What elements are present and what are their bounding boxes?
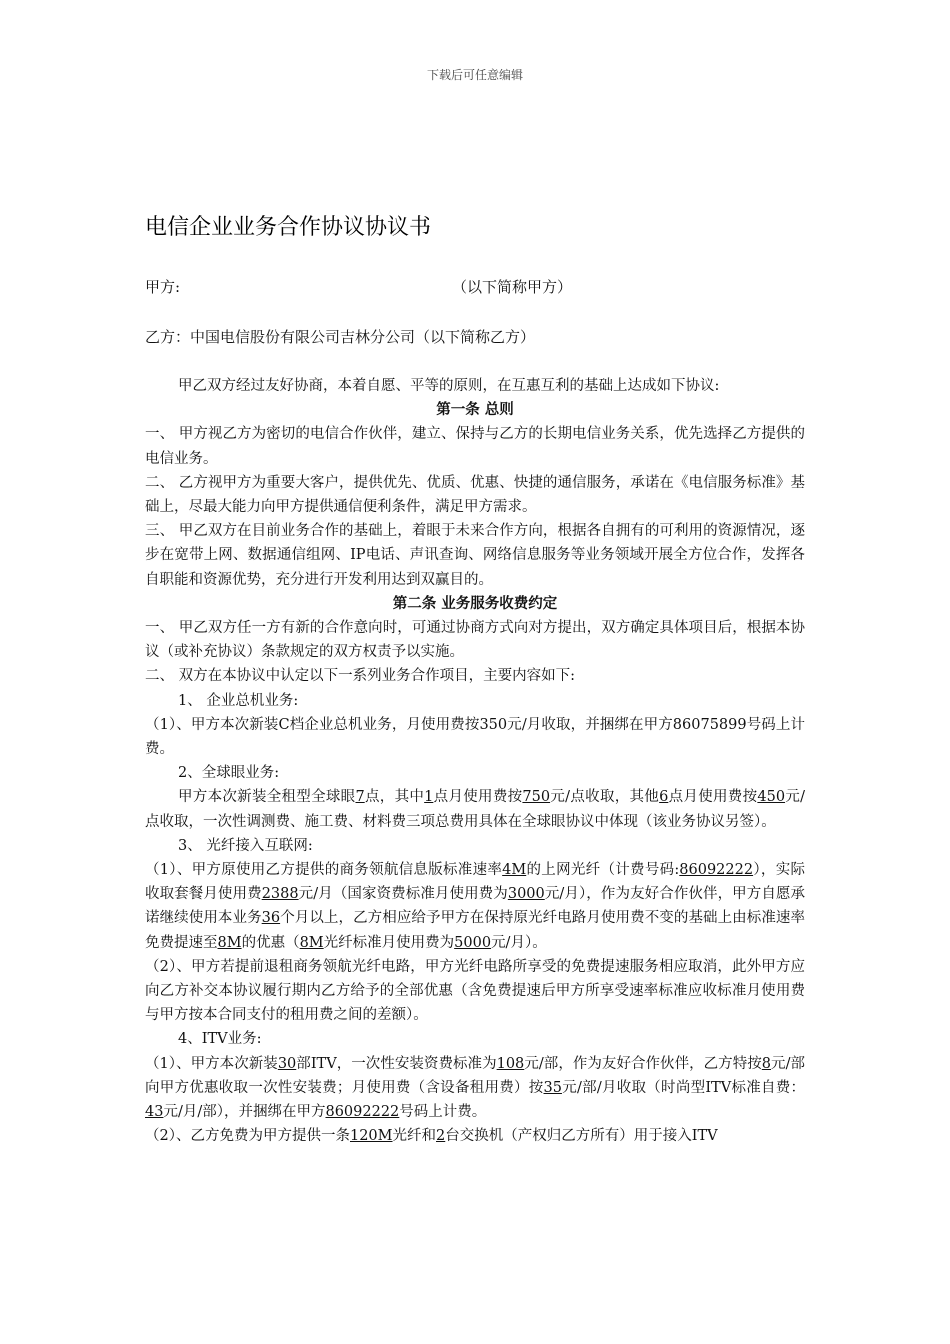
filled-value: 8M — [299, 934, 324, 951]
filled-value: 450 — [757, 789, 786, 806]
text-fragment: 点月使用费按 — [668, 789, 758, 806]
section-4-paragraph-2 — [145, 1124, 805, 1148]
section-1-paragraph: （1）、甲方本次新装C档企业总机业务，月使用费按350元/月收取，并捆绑在甲方86075899号码上计费。 — [145, 716, 805, 758]
article-2-item: 一、 甲乙双方任一方有新的合作意向时，可通过协商方式向对方提出，双方确定具体项目后，根据本协议（或补充协议）条款规定的双方权责予以实施。 — [145, 620, 805, 661]
filled-value: 30 — [277, 1055, 297, 1072]
document-title: 电信企业业务合作协议协议书 — [145, 215, 432, 240]
section-1-heading: 1、 企业总机业务: — [178, 692, 299, 709]
section-3-paragraph-1 — [145, 858, 805, 955]
party-a-label: 甲方: — [145, 278, 181, 296]
filled-value: 36 — [261, 910, 281, 927]
text-fragment: （1）、甲方本次新装 — [145, 1055, 278, 1072]
filled-value: 120M — [349, 1128, 393, 1145]
filled-value: 35 — [543, 1079, 562, 1096]
text-fragment: 个月以上，乙方相应给予甲方在保持原光纤电路月使用费不变的基础上由标准速率免费提速至 — [145, 910, 806, 951]
text-fragment: 元/部向甲方优惠收取一次性安装费；月使用费（含设备租用费）按 — [145, 1055, 806, 1096]
text-fragment: 甲方本次新装全租型全球眼 — [178, 789, 356, 806]
filled-value: 86092222 — [325, 1104, 400, 1121]
filled-value: 750 — [522, 789, 551, 806]
page-header-note: 下载后可任意编辑 — [426, 68, 523, 82]
filled-value: 3000 — [507, 886, 545, 903]
text-fragment: 元/月/部），并捆绑在甲方 — [163, 1104, 326, 1121]
filled-value: 4M — [502, 862, 527, 879]
party-b-line: 乙方：中国电信股份有限公司吉林分公司（以下简称乙方） — [145, 328, 536, 346]
text-fragment: 号码上计费。 — [399, 1104, 487, 1121]
text-fragment: （2）、乙方免费为甲方提供一条 — [145, 1128, 350, 1145]
text-fragment: 光纤和 — [392, 1128, 437, 1145]
filled-value: 2 — [436, 1128, 446, 1145]
filled-value: 43 — [145, 1104, 164, 1121]
text-fragment: 光纤标准月使用费为 — [323, 934, 455, 951]
article-1-item: 三、 甲乙双方在目前业务合作的基础上，着眼于未来合作方向，根据各自拥有的可利用的资源情况，逐步在宽带上网、数据通信组网、IP电话、声讯查询、网络信息服务等业务领域开展全方位合作，发挥各自职能和资源优势，充分进行开发利用达到双赢目的。 — [145, 523, 805, 588]
agreement-body — [145, 374, 805, 1149]
filled-value: 8M — [217, 934, 242, 951]
text-fragment: 元/部，作为友好合作伙伴，乙方特按 — [524, 1055, 762, 1072]
text-fragment: 点，其中 — [364, 789, 425, 806]
text-fragment: 部ITV，一次性安装资费标准为 — [296, 1055, 497, 1072]
section-2-paragraph — [145, 785, 805, 833]
text-fragment: 台交换机（产权归乙方所有）用于接入ITV — [445, 1128, 718, 1145]
text-fragment: 元/点收取，其他 — [550, 789, 660, 806]
text-fragment: 元/月），作为友好合作伙伴，甲方自愿承诺继续使用本业务 — [145, 886, 805, 927]
text-fragment: ），实际收取套餐月使用费 — [145, 862, 805, 903]
text-fragment: 元/月）。 — [491, 934, 547, 951]
filled-value: 2388 — [261, 886, 299, 903]
filled-value: 7 — [355, 789, 365, 806]
section-2-heading: 2、全球眼业务: — [178, 765, 280, 782]
article-1-item: 一、 甲方视乙方为密切的电信合作伙伴，建立、保持与乙方的长期电信业务关系，优先选择乙方提供的电信业务。 — [145, 426, 805, 467]
text-fragment: 点月使用费按 — [433, 789, 523, 806]
section-4-heading: 4、ITV业务: — [178, 1031, 262, 1048]
section-4-paragraph-1 — [145, 1052, 805, 1125]
text-fragment: 元/月（国家资费标准月使用费为 — [298, 886, 508, 903]
party-a-line — [145, 276, 573, 297]
text-fragment: （1）、甲方原使用乙方提供的商务领航信息版标准速率 — [145, 862, 503, 879]
filled-value: 1 — [424, 789, 434, 806]
filled-value: 108 — [496, 1055, 525, 1072]
article-2-item: 二、 双方在本协议中认定以下一系列业务合作项目，主要内容如下: — [145, 668, 575, 685]
section-3-heading: 3、 光纤接入互联网: — [178, 837, 313, 854]
filled-value: 8 — [761, 1055, 772, 1072]
section-3-paragraph-2: （2）、甲方若提前退租商务领航光纤电路，甲方光纤电路所享受的免费提速服务相应取消，此外甲方应向乙方补交本协议履行期内乙方给予的全部优惠（含免费提速后甲方所享受速率标准应收标准月使用费与甲方按本合同支付的租用费之间的差额）。 — [145, 958, 805, 1024]
filled-value: 5000 — [454, 934, 492, 951]
article-1-item: 二、 乙方视甲方为重要大客户，提供优先、优质、优惠、快捷的通信服务，承诺在《电信服务标准》基础上，尽最大能力向甲方提供通信便利条件，满足甲方需求。 — [145, 474, 805, 516]
filled-value: 6 — [659, 789, 669, 806]
text-fragment: 元/部/月收取（时尚型ITV标准自费： — [561, 1079, 805, 1096]
article-1-heading: 第一条 总则 — [436, 401, 514, 419]
text-fragment: 的上网光纤（计费号码: — [526, 862, 680, 879]
text-fragment: 的优惠（ — [241, 934, 300, 951]
intro-paragraph: 甲乙双方经过友好协商，本着自愿、平等的原则，在互惠互利的基础上达成如下协议: — [178, 378, 720, 394]
text-fragment: 元/点收取，一次性调测费、施工费、材料费三项总费用具体在全球眼协议中体现（该业务协议另签）。 — [145, 789, 806, 830]
filled-value: 86092222 — [679, 862, 754, 879]
party-a-suffix: （以下简称甲方） — [452, 278, 573, 296]
article-2-heading: 第二条 业务服务收费约定 — [392, 594, 558, 612]
